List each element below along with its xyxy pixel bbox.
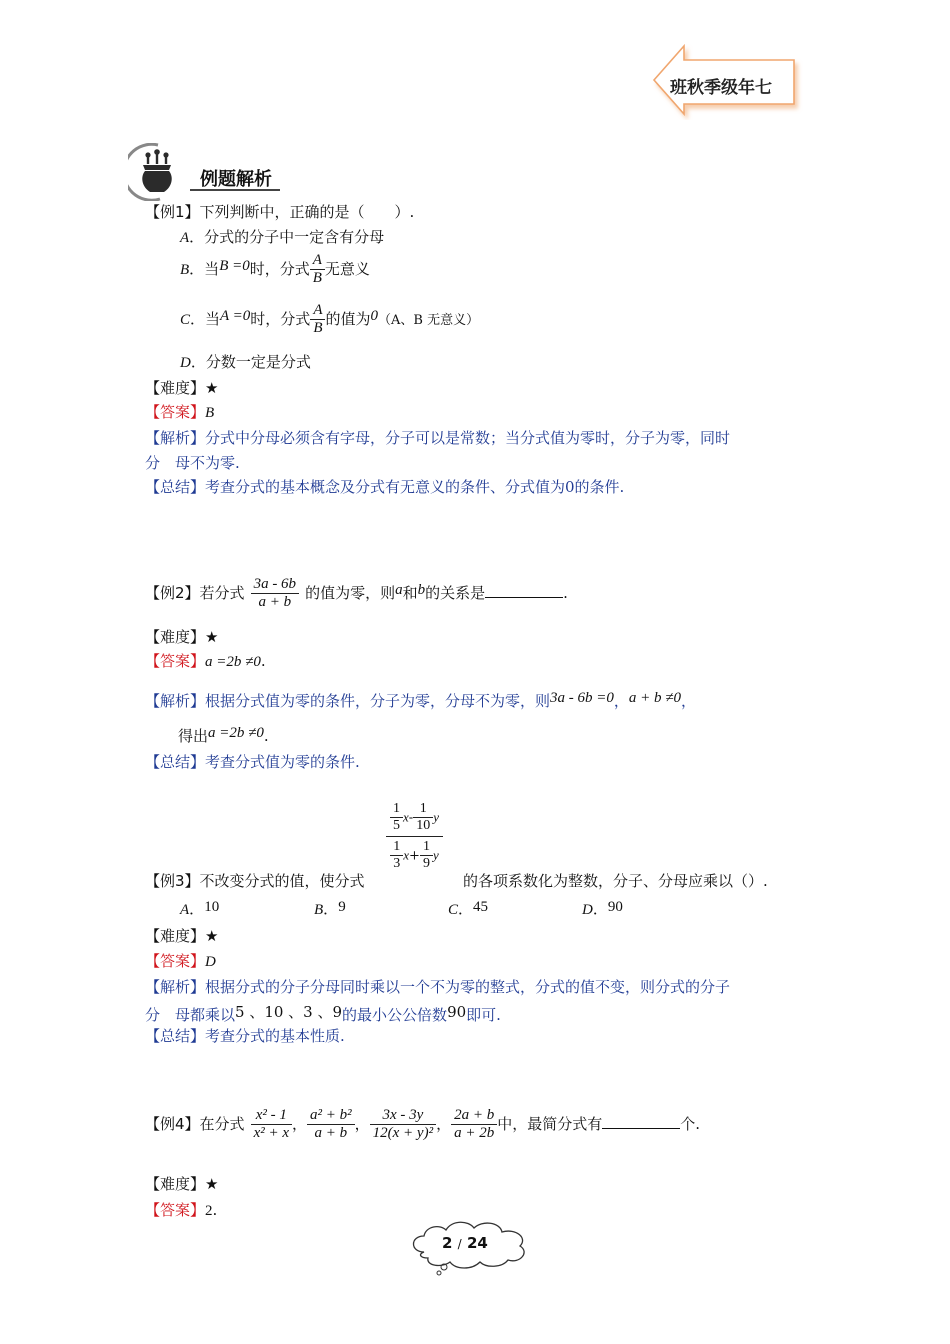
ex3-option-d	[582, 898, 623, 919]
page-total: 24	[466, 1234, 488, 1252]
ex1-option-b	[180, 252, 370, 288]
answer-label: 【答案】	[145, 652, 206, 670]
ex3-option-b	[314, 898, 346, 919]
fraction-denominator: a + b	[258, 594, 292, 611]
option-letter: B	[314, 902, 324, 918]
ex3-option-c	[448, 898, 488, 919]
analysis-text: ，	[681, 692, 697, 710]
ex4-answer	[145, 1199, 217, 1220]
fraction	[310, 252, 325, 288]
math-op: -	[408, 810, 414, 826]
ex2-label: 【例2】	[145, 583, 200, 602]
ex3-analysis	[145, 975, 730, 1028]
page-indicator	[442, 1234, 488, 1252]
summary-label: 【总结】	[145, 753, 206, 771]
answer-value: 2	[205, 1203, 213, 1219]
difficulty-label: 【难度】	[145, 927, 206, 945]
question-text: 不改变分式的值，使分式	[199, 872, 365, 890]
fraction-numerator: A	[310, 302, 325, 320]
option-dot: ．	[592, 900, 608, 918]
option-value: 10	[204, 899, 220, 915]
fraction-denominator: a + 2b	[454, 1125, 495, 1142]
option-text: ．分数一定是分式	[190, 353, 311, 371]
difficulty-label: 【难度】	[145, 1175, 206, 1193]
answer-blank[interactable]	[485, 583, 563, 598]
answer-value: a =2b ≠0	[205, 654, 261, 670]
chess-king-icon	[128, 143, 192, 201]
ex1-option-a	[180, 226, 384, 247]
option-text: ．当	[189, 259, 220, 278]
analysis-text: .	[263, 727, 269, 745]
difficulty-stars: ★	[205, 379, 219, 397]
separator: ，	[354, 1114, 370, 1133]
option-letter: A	[180, 230, 190, 246]
question-text: 若分式	[199, 583, 245, 602]
fraction	[451, 1107, 497, 1143]
separator: ，	[292, 1114, 308, 1133]
difficulty-label: 【难度】	[145, 628, 206, 646]
complex-denominator	[386, 837, 443, 872]
option-letter: D	[582, 902, 593, 918]
ex4-label: 【例4】	[145, 1114, 200, 1133]
math-op: +	[409, 848, 420, 864]
fraction-denominator: 3	[393, 856, 401, 872]
analysis-text: 分 母都乘以	[145, 1006, 236, 1024]
analysis-text: ，	[613, 692, 629, 710]
ex4-question-line	[145, 1107, 700, 1143]
analysis-label: 【解析】	[145, 429, 206, 447]
fraction-denominator: 10	[416, 818, 431, 834]
answer-end: .	[212, 1201, 218, 1219]
answer-value: B	[205, 405, 215, 421]
ex1-question: 下列判断中，正确的是（ ）.	[199, 203, 415, 221]
analysis-text: 根据分式的分子分母同时乘以一个不为零的整式，分式的值不变，则分式的分子	[205, 978, 731, 996]
question-text: 和	[402, 583, 418, 602]
fraction-numerator: 1	[420, 839, 433, 856]
answer-blank[interactable]	[602, 1114, 680, 1129]
analysis-label: 【解析】	[145, 692, 206, 710]
analysis-text: 即可.	[466, 1006, 501, 1024]
option-value: 9	[338, 899, 346, 915]
page-separator: /	[457, 1237, 462, 1251]
fraction	[251, 576, 300, 612]
ex2-summary	[145, 751, 360, 772]
ex2-analysis-cont	[178, 725, 269, 746]
option-value: 90	[607, 899, 623, 915]
question-text: 中，最简分式有	[497, 1114, 603, 1133]
fraction-numerator: 3x - 3y	[370, 1107, 436, 1125]
ex1-answer	[145, 401, 214, 422]
fraction-denominator: 9	[422, 856, 430, 872]
option-letter: B	[180, 261, 190, 278]
page-current: 2	[442, 1234, 453, 1252]
fraction-denominator: x² + x	[253, 1125, 289, 1142]
option-math: 0	[370, 307, 378, 324]
option-dot: ．	[323, 900, 339, 918]
math-var: y	[433, 809, 439, 825]
analysis-text: 得出	[178, 727, 209, 745]
analysis-math: a + b ≠0	[628, 690, 682, 706]
ex3-question-post: 的各项系数化为整数，分子、分母应乘以（）.	[463, 872, 768, 890]
ex1-option-c	[180, 302, 479, 338]
question-text: 的关系是	[425, 583, 486, 602]
analysis-text: 分式中分母必须含有字母，分子可以是常数；当分式值为零时，分子为零，同时	[205, 429, 731, 447]
analysis-math: 90	[447, 1003, 467, 1021]
fraction	[413, 801, 433, 834]
option-text: 的值为	[325, 309, 371, 328]
math-var: a	[395, 581, 403, 598]
banner-text: 班秋季级年七	[670, 78, 772, 98]
analysis-label: 【解析】	[145, 978, 206, 996]
ex2-difficulty	[145, 626, 218, 647]
ex2-question-line	[145, 576, 568, 612]
summary-text: 考查分式的基本性质.	[205, 1027, 345, 1045]
option-text: ．分式的分子中一定含有分母	[189, 228, 385, 246]
option-math: B =0	[219, 257, 250, 274]
ex1-difficulty	[145, 377, 218, 398]
math-var: x	[403, 847, 410, 863]
difficulty-stars: ★	[205, 927, 219, 945]
fraction-denominator: B	[313, 320, 323, 337]
complex-numerator	[386, 801, 443, 837]
summary-label: 【总结】	[145, 478, 206, 496]
fraction-denominator: a + b	[314, 1125, 348, 1142]
fraction	[390, 839, 403, 872]
fraction	[370, 1107, 436, 1143]
ex1-summary	[145, 476, 624, 497]
option-dot: ．	[458, 900, 474, 918]
ex3-difficulty	[145, 925, 218, 946]
math-var: b	[417, 581, 426, 598]
analysis-math: a =2b ≠0	[208, 725, 264, 741]
ex3-question-line	[145, 870, 365, 891]
answer-label: 【答案】	[145, 403, 206, 421]
option-math: A =0	[220, 307, 251, 324]
answer-end: .	[260, 652, 266, 670]
option-letter: A	[180, 902, 190, 918]
ex3-label: 【例3】	[145, 872, 200, 890]
answer-label: 【答案】	[145, 1201, 206, 1219]
fraction-numerator: x² - 1	[251, 1107, 292, 1125]
fraction-denominator: 12(x + y)²	[372, 1125, 434, 1142]
option-text: 无意义	[324, 259, 370, 278]
section-title: 例题解析	[200, 169, 272, 190]
math-var: y	[432, 847, 439, 863]
fraction-numerator: 1	[390, 801, 403, 818]
analysis-text: 的最小公公倍数	[342, 1006, 448, 1024]
option-dot: ．	[189, 900, 205, 918]
ex4-difficulty	[145, 1173, 218, 1194]
separator: ，	[436, 1114, 452, 1133]
difficulty-label: 【难度】	[145, 379, 206, 397]
fraction-numerator: 3a - 6b	[251, 576, 300, 594]
answer-label: 【答案】	[145, 952, 206, 970]
ex3-option-a	[180, 898, 219, 919]
question-text: .	[563, 583, 568, 602]
summary-text: 考查分式值为零的条件.	[205, 753, 360, 771]
fraction	[251, 1107, 292, 1143]
ex3-summary	[145, 1025, 345, 1046]
question-text: 的值为零，则	[305, 583, 396, 602]
option-text: （A、B 无意义）	[378, 312, 480, 328]
difficulty-stars: ★	[205, 628, 219, 646]
option-letter: D	[180, 355, 191, 371]
option-letter: C	[448, 902, 459, 918]
fraction-denominator: 5	[393, 818, 400, 834]
fraction	[310, 302, 325, 338]
fraction	[420, 839, 433, 872]
option-letter: C	[180, 311, 191, 328]
analysis-text: 根据分式值为零的条件，分子为零，分母不为零，则	[205, 692, 551, 710]
ex3-answer	[145, 950, 216, 971]
fraction-numerator: a² + b²	[307, 1107, 355, 1125]
ex1-question-line	[145, 201, 414, 222]
summary-text: 考查分式的基本概念及分式有无意义的条件、分式值为0的条件.	[205, 478, 625, 496]
ex3-complex-fraction	[386, 801, 443, 872]
summary-label: 【总结】	[145, 1027, 206, 1045]
analysis-math: 3a - 6b =0	[550, 690, 614, 706]
math-var: x	[403, 809, 409, 825]
ex2-answer	[145, 650, 266, 671]
fraction-numerator: 2a + b	[451, 1107, 497, 1125]
answer-value: D	[205, 954, 216, 970]
option-text: 时，分式	[250, 309, 311, 328]
ex1-label: 【例1】	[145, 203, 200, 221]
question-text: 个.	[680, 1114, 701, 1133]
fraction	[390, 801, 403, 834]
option-value: 45	[473, 899, 489, 915]
analysis-math: 5 、10 、3 、9	[235, 1003, 343, 1021]
analysis-text: 分 母不为零.	[145, 454, 240, 472]
fraction-numerator: 1	[390, 839, 403, 856]
fraction-numerator: 1	[413, 801, 433, 818]
option-text: 时，分式	[249, 259, 310, 278]
question-text: 在分式	[199, 1114, 245, 1133]
ex2-analysis	[145, 690, 696, 711]
difficulty-stars: ★	[205, 1175, 219, 1193]
ex1-option-d	[180, 351, 311, 372]
fraction-numerator: A	[310, 252, 325, 270]
ex1-analysis	[145, 426, 730, 476]
option-text: ．当	[190, 309, 221, 328]
fraction-denominator: B	[312, 270, 322, 287]
fraction	[307, 1107, 355, 1143]
